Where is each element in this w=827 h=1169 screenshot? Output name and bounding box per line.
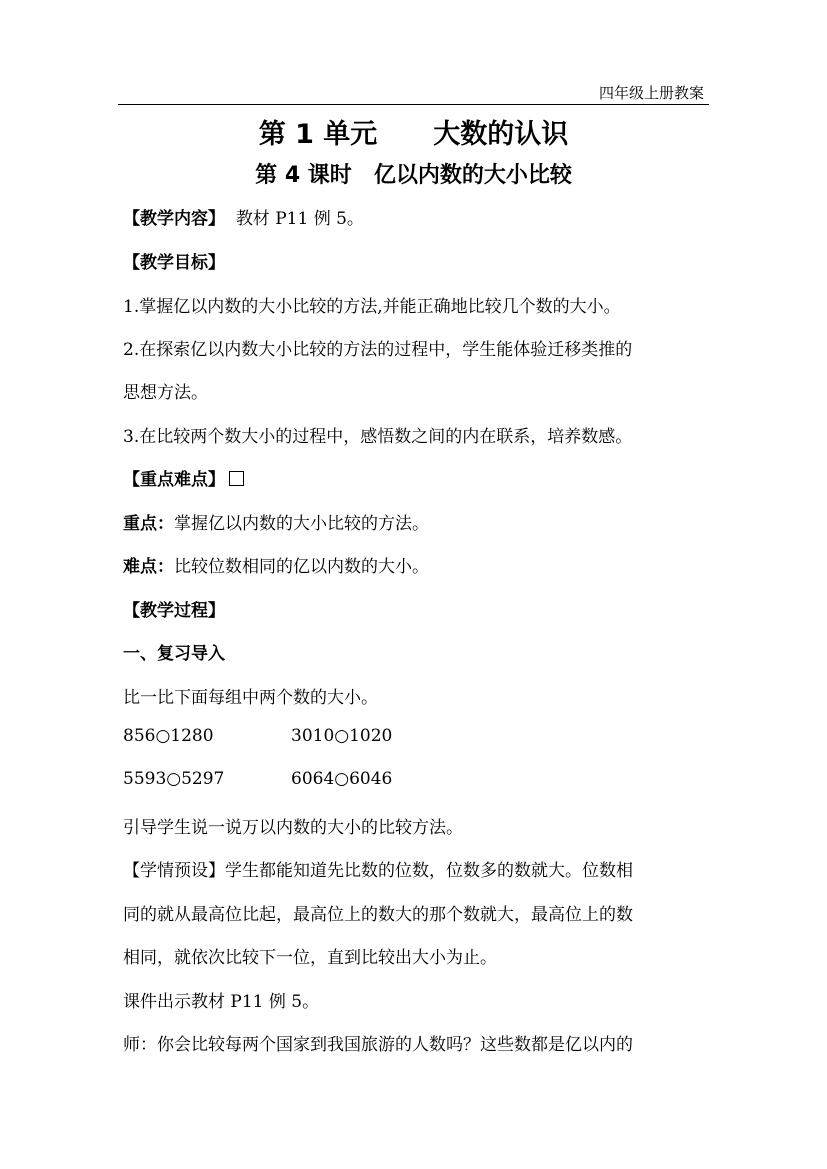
goals-heading: 【教学目标】 [123,253,225,273]
preview-line: 同的就从最高位比起，最高位上的数大的那个数就大，最高位上的数 [123,905,633,925]
compare-pair: 6064○6046 [291,769,393,789]
preview-line: 相同，就依次比较下一位，直到比较出大小为止。 [123,948,497,968]
difficult-point-text: 比较位数相同的亿以内数的大小。 [174,557,429,577]
doc-header-label: 四年级上册教案 [598,84,704,102]
preview-line: 学生都能知道先比数的位数，位数多的数就大。位数相 [225,861,633,881]
keypoints-label: 【重点难点】 [123,470,225,490]
keypoints-heading [123,465,244,490]
goal-item: 3.在比较两个数大小的过程中，感悟数之间的内在联系，培养数感。 [123,427,633,447]
teaching-content-label: 【教学内容】 [123,209,225,229]
key-point [123,509,429,534]
teaching-content-text: 教材 P11 例 5。 [235,209,364,229]
teacher-text: 师：你会比较每两个国家到我国旅游的人数吗？这些数都是亿以内的 [123,1035,633,1055]
preview-paragraph [123,856,633,881]
header-divider [118,104,709,105]
goal-item: 1.掌握亿以内数的大小比较的方法,并能正确地比较几个数的大小。 [123,297,621,317]
key-point-text: 掌握亿以内数的大小比较的方法。 [174,514,429,534]
goal-item: 思想方法。 [123,383,208,403]
unit-name: 大数的认识 [433,119,569,150]
lesson-number: 第 4 课时 [255,163,352,188]
goal-item: 2.在探索亿以内数大小比较的方法的过程中，学生能体验迁移类推的 [123,340,633,360]
unit-title [0,112,827,151]
compare-pair: 5593○5297 [123,769,225,789]
difficult-point [123,552,429,577]
key-point-label: 重点： [123,514,174,534]
courseware-text: 课件出示教材 P11 例 5。 [123,992,320,1012]
process-heading: 【教学过程】 [123,601,225,621]
teaching-content [123,204,364,229]
compare-pair: 856○1280 [123,726,214,746]
lesson-title [0,158,827,189]
lesson-name: 亿以内数的大小比较 [373,163,572,188]
compare-pair: 3010○1020 [291,726,393,746]
unit-number: 第 1 单元 [258,119,378,150]
difficult-point-label: 难点： [123,557,174,577]
review-intro: 比一比下面每组中两个数的大小。 [123,688,378,708]
checkbox-icon [229,471,244,486]
section-review-heading: 一、复习导入 [123,644,225,664]
preview-label: 【学情预设】 [123,861,225,881]
guide-text: 引导学生说一说万以内数的大小的比较方法。 [123,818,463,838]
